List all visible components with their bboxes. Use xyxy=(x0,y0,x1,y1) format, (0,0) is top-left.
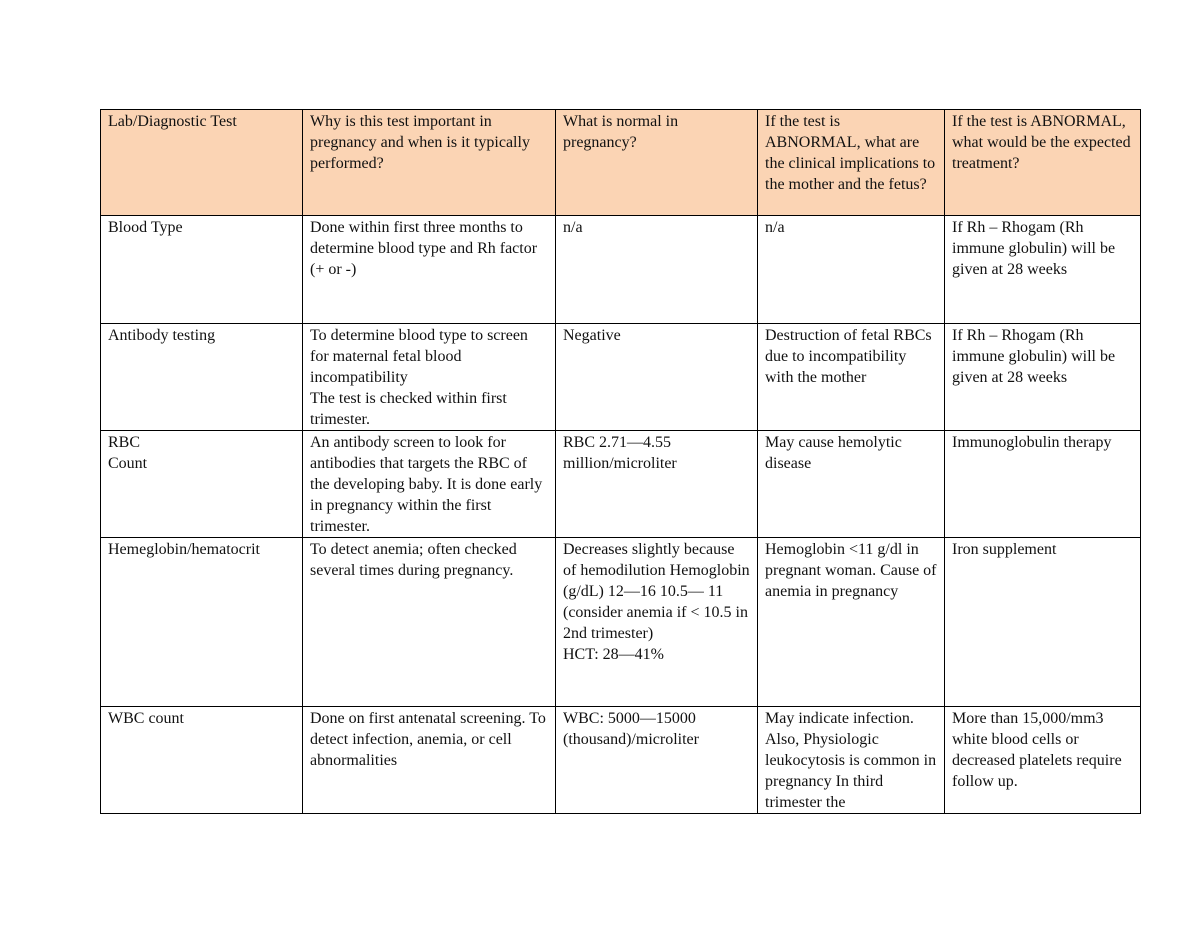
table-cell: Done on first antenatal screening. To detect infection, anemia, or cell abnormalities xyxy=(303,707,556,814)
table-cell: Destruction of fetal RBCs due to incompatibility with the mother xyxy=(758,324,945,431)
table-cell: More than 15,000/mm3 white blood cells or decreased platelets require follow up. xyxy=(945,707,1141,814)
table-cell: WBC: 5000—15000 (thousand)/microliter xyxy=(556,707,758,814)
table-cell: Negative xyxy=(556,324,758,431)
table-cell: May cause hemolytic disease xyxy=(758,431,945,538)
table-cell: If Rh – Rhogam (Rh immune globulin) will be given at 28 weeks xyxy=(945,324,1141,431)
table-cell: Antibody testing xyxy=(101,324,303,431)
table-cell: Done within first three months to determine blood type and Rh factor (+ or -) xyxy=(303,216,556,324)
table-cell: n/a xyxy=(758,216,945,324)
table-cell: Decreases slightly because of hemodilution Hemoglobin (g/dL) 12—16 10.5— 11 (consider anemia if < 10.5 in 2nd trimester) HCT: 28—41% xyxy=(556,538,758,707)
table-cell: Iron supplement xyxy=(945,538,1141,707)
header-cell-treatment: If the test is ABNORMAL, what would be the expected treatment? xyxy=(945,110,1141,216)
header-cell-test: Lab/Diagnostic Test xyxy=(101,110,303,216)
table-cell: To detect anemia; often checked several times during pregnancy. xyxy=(303,538,556,707)
table-cell: RBC Count xyxy=(101,431,303,538)
table-row xyxy=(101,707,1141,814)
table-cell: n/a xyxy=(556,216,758,324)
table-cell: May indicate infection. Also, Physiologic leukocytosis is common in pregnancy In third trimester the xyxy=(758,707,945,814)
header-cell-importance: Why is this test important in pregnancy and when is it typically performed? xyxy=(303,110,556,216)
table-cell: Hemoglobin <11 g/dl in pregnant woman. Cause of anemia in pregnancy xyxy=(758,538,945,707)
table-row xyxy=(101,324,1141,431)
table-cell: To determine blood type to screen for maternal fetal blood incompatibility The test is checked within first trimester. xyxy=(303,324,556,431)
table-row xyxy=(101,538,1141,707)
table-cell: If Rh – Rhogam (Rh immune globulin) will be given at 28 weeks xyxy=(945,216,1141,324)
table-cell: An antibody screen to look for antibodies that targets the RBC of the developing baby. It is done early in pregnancy within the first trimester. xyxy=(303,431,556,538)
header-cell-implications: If the test is ABNORMAL, what are the clinical implications to the mother and the fetus? xyxy=(758,110,945,216)
table-cell: RBC 2.71—4.55 million/microliter xyxy=(556,431,758,538)
table-row xyxy=(101,216,1141,324)
table-header-row xyxy=(101,110,1141,216)
table-row xyxy=(101,431,1141,538)
lab-diagnostic-table xyxy=(100,109,1141,814)
table-cell: WBC count xyxy=(101,707,303,814)
header-cell-normal: What is normal in pregnancy? xyxy=(556,110,758,216)
table-cell: Immunoglobulin therapy xyxy=(945,431,1141,538)
table-cell: Blood Type xyxy=(101,216,303,324)
table-cell: Hemeglobin/hematocrit xyxy=(101,538,303,707)
